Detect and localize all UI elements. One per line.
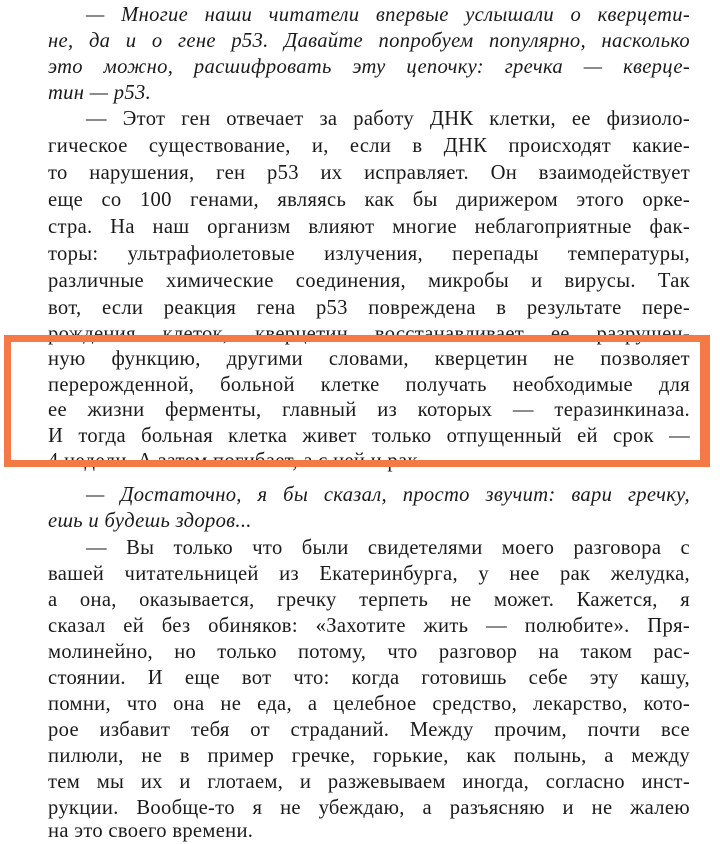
text-line: — Вы только что были свидетелями моего разговора с [86,537,690,559]
text-line: стра. На наш организм влияют многие неблагоприятные фак- [48,216,690,238]
text-line: вот, если реакция гена р53 повреждена в результате пере- [48,297,690,319]
text-line: то нарушения, ген р53 их исправляет. Он взаимодействует [48,162,690,184]
text-line: рукции. Вообще-то я не убеждаю, а разъясняю и не жалею [48,797,690,819]
text-line: это можно, расшифровать эту цепочку: гречка — кверце- [48,56,690,78]
text-line: рое избавит тебя от страданий. Между прочим, почти все [48,719,690,741]
highlight-box [4,335,710,467]
text-line: молинейно, но только потому, что разговор на таком рас- [48,641,690,663]
text-line: ешь и будешь здоров... [48,510,252,532]
text-line: ее жизни ферменты, главный из которых — теразинкиназа. [48,399,690,421]
text-line: тин — р53. [48,82,152,104]
text-line: сказал ей без обиняков: «Захотите жить — полюбите». Пря- [48,615,690,637]
text-line: вашей читательницей из Екатеринбурга, у нее рак желудка, [48,563,690,585]
text-line: стоянии. И еще вот что: когда готовишь себе эту кашу, [48,667,690,689]
text-line: не, да и о гене р53. Давайте попробуем популярно, насколько [48,30,690,52]
text-line: рождения клеток, кверцетин восстанавливает ее разрушен- [48,323,690,345]
text-line: перерожденной, больной клетке получать необходимые для [48,374,690,396]
text-line: — Этот ген отвечает за работу ДНК клетки, ее физиоло- [86,108,690,130]
text-line: гическое существование, и, если в ДНК происходят какие- [48,135,690,157]
text-line: пилюли, не в пример гречке, горькие, как полынь, а между [48,745,690,767]
text-line: — Многие наши читатели впервые услышали о кверцети- [86,4,690,26]
text-line: на это своего времени. [48,820,254,842]
text-line: ную функцию, другими словами, кверцетин не позволяет [48,348,690,370]
text-line: 4 недели. А затем погибает, а с ней и рак. [48,450,424,472]
text-line: помни, что она не еда, а целебное средство, лекарство, кото- [48,693,690,715]
text-line: — Достаточно, я бы сказал, просто звучит: вари гречку, [86,484,690,506]
text-line: различные химические соединения, микробы и вирусы. Так [48,270,690,292]
text-line: еще со 100 генами, являясь как бы дирижером этого орке- [48,189,690,211]
text-line: а она, оказывается, гречку терпеть не может. Кажется, я [48,589,690,611]
text-line: торы: ультрафиолетовые излучения, перепады температуры, [48,243,690,265]
text-line: тем мы их и глотаем, и разжевываем иногда, согласно инст- [48,771,690,793]
text-line: И тогда больная клетка живет только отпущенный ей срок — [48,425,690,447]
